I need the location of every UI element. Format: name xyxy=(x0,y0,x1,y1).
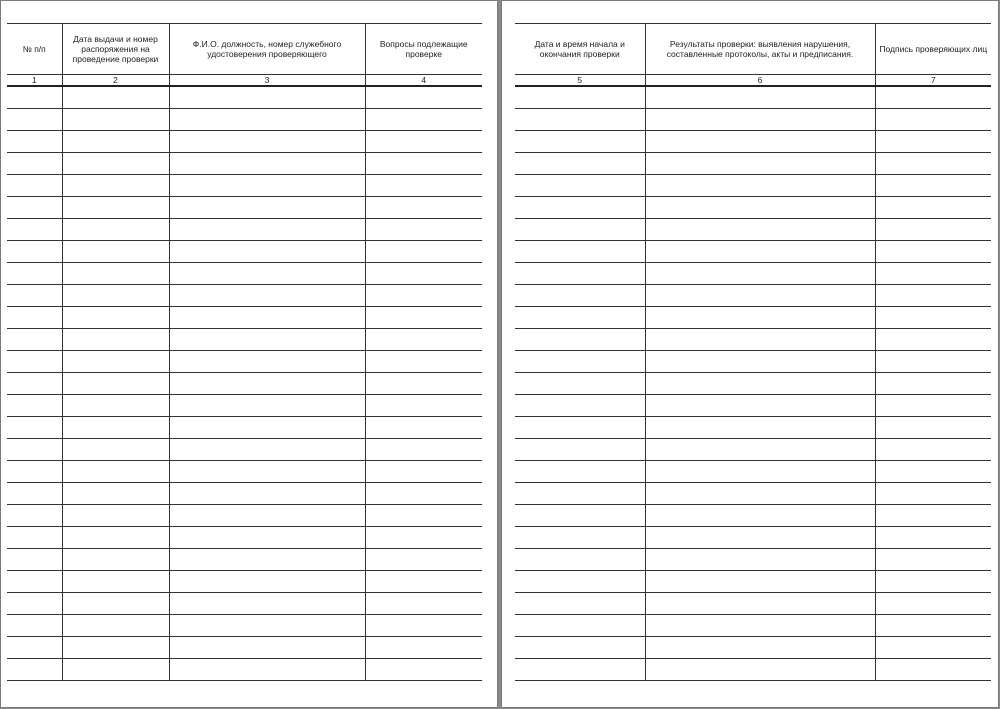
table-row xyxy=(7,615,482,637)
table-cell[interactable] xyxy=(62,153,169,175)
table-cell[interactable] xyxy=(515,86,645,109)
table-cell[interactable] xyxy=(7,373,62,395)
table-cell[interactable] xyxy=(62,461,169,483)
table-cell[interactable] xyxy=(7,461,62,483)
table-row xyxy=(515,373,991,395)
header-cell-order-date: Дата выдачи и номер распоряжения на проведение проверки xyxy=(62,24,169,75)
table-row xyxy=(7,263,482,285)
table-cell[interactable] xyxy=(875,197,991,219)
table-cell[interactable] xyxy=(365,329,482,351)
table-row xyxy=(515,241,991,263)
table-cell[interactable] xyxy=(7,263,62,285)
table-cell[interactable] xyxy=(169,329,365,351)
table-cell[interactable] xyxy=(365,197,482,219)
table-cell[interactable] xyxy=(875,131,991,153)
table-cell[interactable] xyxy=(645,351,875,373)
table-cell[interactable] xyxy=(62,439,169,461)
table-cell[interactable] xyxy=(365,637,482,659)
table-row xyxy=(515,505,991,527)
table-cell[interactable] xyxy=(645,307,875,329)
table-cell[interactable] xyxy=(365,373,482,395)
table-cell[interactable] xyxy=(7,659,62,681)
table-row xyxy=(515,571,991,593)
table-cell[interactable] xyxy=(365,307,482,329)
table-cell[interactable] xyxy=(645,549,875,571)
table-row xyxy=(7,549,482,571)
table-cell[interactable] xyxy=(62,219,169,241)
table-cell[interactable] xyxy=(645,461,875,483)
table-cell[interactable] xyxy=(645,263,875,285)
table-cell[interactable] xyxy=(365,109,482,131)
table-cell[interactable] xyxy=(365,86,482,109)
table-row xyxy=(515,307,991,329)
table-cell[interactable] xyxy=(645,527,875,549)
table-cell[interactable] xyxy=(515,439,645,461)
table-cell[interactable] xyxy=(515,329,645,351)
table-row xyxy=(7,505,482,527)
table-cell[interactable] xyxy=(169,307,365,329)
table-cell[interactable] xyxy=(515,307,645,329)
table-cell[interactable] xyxy=(515,615,645,637)
table-row xyxy=(515,637,991,659)
table-row xyxy=(7,197,482,219)
table-cell[interactable] xyxy=(365,395,482,417)
table-cell[interactable] xyxy=(365,241,482,263)
table-cell[interactable] xyxy=(515,197,645,219)
table-cell[interactable] xyxy=(365,439,482,461)
table-cell[interactable] xyxy=(169,505,365,527)
header-cell-results: Результаты проверки: выявления нарушения, составленные протоколы, акты и предписания. xyxy=(645,24,875,75)
table-cell[interactable] xyxy=(875,395,991,417)
table-cell[interactable] xyxy=(645,439,875,461)
table-cell[interactable] xyxy=(62,505,169,527)
table-cell[interactable] xyxy=(7,549,62,571)
table-row xyxy=(515,549,991,571)
table-cell[interactable] xyxy=(169,461,365,483)
table-cell[interactable] xyxy=(365,571,482,593)
table-row xyxy=(7,571,482,593)
table-cell[interactable] xyxy=(7,527,62,549)
table-cell[interactable] xyxy=(875,439,991,461)
table-cell[interactable] xyxy=(365,263,482,285)
table-cell[interactable] xyxy=(515,417,645,439)
table-row xyxy=(515,329,991,351)
table-row xyxy=(515,395,991,417)
table-row xyxy=(515,285,991,307)
column-number: 7 xyxy=(875,75,991,87)
table-row xyxy=(7,329,482,351)
table-cell[interactable] xyxy=(62,131,169,153)
table-cell[interactable] xyxy=(645,241,875,263)
table-cell[interactable] xyxy=(645,153,875,175)
table-cell[interactable] xyxy=(7,483,62,505)
table-cell[interactable] xyxy=(169,175,365,197)
table-cell[interactable] xyxy=(645,395,875,417)
table-cell[interactable] xyxy=(7,593,62,615)
table-cell[interactable] xyxy=(62,285,169,307)
table-row xyxy=(7,417,482,439)
table-cell[interactable] xyxy=(7,307,62,329)
table-cell[interactable] xyxy=(365,461,482,483)
table-row xyxy=(7,659,482,681)
table-cell[interactable] xyxy=(515,571,645,593)
table-cell[interactable] xyxy=(169,439,365,461)
table-row xyxy=(7,86,482,109)
table-cell[interactable] xyxy=(515,483,645,505)
table-cell[interactable] xyxy=(62,527,169,549)
table-row xyxy=(7,175,482,197)
table-cell[interactable] xyxy=(645,109,875,131)
table-cell[interactable] xyxy=(645,483,875,505)
table-cell[interactable] xyxy=(169,593,365,615)
table-cell[interactable] xyxy=(875,527,991,549)
table-cell[interactable] xyxy=(7,351,62,373)
table-cell[interactable] xyxy=(169,241,365,263)
table-cell[interactable] xyxy=(875,461,991,483)
table-row xyxy=(7,637,482,659)
table-cell[interactable] xyxy=(515,263,645,285)
table-row xyxy=(7,241,482,263)
table-cell[interactable] xyxy=(515,285,645,307)
table-cell[interactable] xyxy=(7,417,62,439)
table-cell[interactable] xyxy=(62,241,169,263)
table-cell[interactable] xyxy=(62,593,169,615)
table-cell[interactable] xyxy=(875,571,991,593)
table-cell[interactable] xyxy=(365,131,482,153)
table-cell[interactable] xyxy=(515,153,645,175)
table-cell[interactable] xyxy=(365,417,482,439)
table-cell[interactable] xyxy=(62,483,169,505)
table-cell[interactable] xyxy=(645,505,875,527)
table-cell[interactable] xyxy=(875,659,991,681)
table-cell[interactable] xyxy=(169,153,365,175)
table-cell[interactable] xyxy=(7,637,62,659)
table-cell[interactable] xyxy=(7,615,62,637)
table-cell[interactable] xyxy=(515,527,645,549)
table-row xyxy=(7,351,482,373)
header-cell-signature: Подпись проверяющих лиц xyxy=(875,24,991,75)
table-row xyxy=(515,109,991,131)
table-cell[interactable] xyxy=(62,395,169,417)
table-row xyxy=(7,527,482,549)
table-cell[interactable] xyxy=(515,219,645,241)
table-cell[interactable] xyxy=(169,527,365,549)
table-cell[interactable] xyxy=(645,285,875,307)
header-cell-inspector: Ф.И.О. должность, номер служебного удостоверения проверяющего xyxy=(169,24,365,75)
table-cell[interactable] xyxy=(62,571,169,593)
table-cell[interactable] xyxy=(62,615,169,637)
table-row xyxy=(7,593,482,615)
table-cell[interactable] xyxy=(645,197,875,219)
table-cell[interactable] xyxy=(875,549,991,571)
table-cell[interactable] xyxy=(365,351,482,373)
table-row xyxy=(515,593,991,615)
table-cell[interactable] xyxy=(7,285,62,307)
table-row xyxy=(515,439,991,461)
table-cell[interactable] xyxy=(875,263,991,285)
table-cell[interactable] xyxy=(7,197,62,219)
table-cell[interactable] xyxy=(7,175,62,197)
table-cell[interactable] xyxy=(169,263,365,285)
table-cell[interactable] xyxy=(365,153,482,175)
table-cell[interactable] xyxy=(515,373,645,395)
table-row xyxy=(515,86,991,109)
table-cell[interactable] xyxy=(169,659,365,681)
table-cell[interactable] xyxy=(169,373,365,395)
table-cell[interactable] xyxy=(515,637,645,659)
table-row xyxy=(515,461,991,483)
column-number: 4 xyxy=(365,75,482,87)
table-cell[interactable] xyxy=(62,263,169,285)
table-cell[interactable] xyxy=(169,131,365,153)
table-cell[interactable] xyxy=(875,241,991,263)
table-cell[interactable] xyxy=(365,593,482,615)
table-cell[interactable] xyxy=(7,241,62,263)
table-cell[interactable] xyxy=(515,131,645,153)
table-cell[interactable] xyxy=(515,175,645,197)
table-cell[interactable] xyxy=(515,659,645,681)
table-cell[interactable] xyxy=(7,86,62,109)
table-cell[interactable] xyxy=(169,637,365,659)
table-cell[interactable] xyxy=(515,351,645,373)
table-cell[interactable] xyxy=(875,417,991,439)
table-cell[interactable] xyxy=(875,593,991,615)
table-cell[interactable] xyxy=(169,417,365,439)
header-row xyxy=(7,24,482,75)
table-cell[interactable] xyxy=(7,439,62,461)
table-cell[interactable] xyxy=(875,175,991,197)
table-row xyxy=(7,439,482,461)
table-cell[interactable] xyxy=(7,571,62,593)
table-row xyxy=(515,483,991,505)
table-cell[interactable] xyxy=(62,417,169,439)
table-cell[interactable] xyxy=(645,571,875,593)
table-cell[interactable] xyxy=(645,593,875,615)
table-row xyxy=(7,395,482,417)
table-row xyxy=(515,263,991,285)
table-row xyxy=(7,483,482,505)
column-number: 6 xyxy=(645,75,875,87)
table-row xyxy=(515,219,991,241)
table-cell[interactable] xyxy=(169,483,365,505)
right-journal-table xyxy=(515,23,991,681)
table-cell[interactable] xyxy=(62,307,169,329)
table-cell[interactable] xyxy=(365,219,482,241)
header-cell-item-number: № п/п xyxy=(7,24,62,75)
table-cell[interactable] xyxy=(645,373,875,395)
table-cell[interactable] xyxy=(365,549,482,571)
table-cell[interactable] xyxy=(169,351,365,373)
table-cell[interactable] xyxy=(365,505,482,527)
table-cell[interactable] xyxy=(169,109,365,131)
table-cell[interactable] xyxy=(62,659,169,681)
table-cell[interactable] xyxy=(7,505,62,527)
table-cell[interactable] xyxy=(62,175,169,197)
table-cell[interactable] xyxy=(515,505,645,527)
table-cell[interactable] xyxy=(62,637,169,659)
table-cell[interactable] xyxy=(169,86,365,109)
table-row xyxy=(7,307,482,329)
column-number: 5 xyxy=(515,75,645,87)
table-cell[interactable] xyxy=(62,197,169,219)
table-cell[interactable] xyxy=(365,615,482,637)
table-row xyxy=(515,417,991,439)
table-row xyxy=(515,153,991,175)
table-cell[interactable] xyxy=(169,197,365,219)
right-page xyxy=(502,1,998,707)
table-cell[interactable] xyxy=(515,593,645,615)
left-journal-table xyxy=(7,23,482,681)
table-cell[interactable] xyxy=(62,109,169,131)
table-cell[interactable] xyxy=(515,549,645,571)
table-cell[interactable] xyxy=(645,637,875,659)
table-cell[interactable] xyxy=(875,86,991,109)
left-page xyxy=(1,1,497,707)
table-cell[interactable] xyxy=(515,395,645,417)
table-cell[interactable] xyxy=(169,571,365,593)
table-cell[interactable] xyxy=(645,175,875,197)
table-cell[interactable] xyxy=(169,549,365,571)
table-cell[interactable] xyxy=(365,483,482,505)
table-cell[interactable] xyxy=(7,153,62,175)
header-cell-questions: Вопросы подлежащие проверке xyxy=(365,24,482,75)
table-cell[interactable] xyxy=(515,109,645,131)
table-cell[interactable] xyxy=(62,373,169,395)
table-cell[interactable] xyxy=(365,175,482,197)
table-cell[interactable] xyxy=(645,131,875,153)
table-cell[interactable] xyxy=(875,615,991,637)
table-cell[interactable] xyxy=(169,285,365,307)
table-row xyxy=(515,659,991,681)
table-cell[interactable] xyxy=(875,109,991,131)
table-cell[interactable] xyxy=(62,351,169,373)
table-cell[interactable] xyxy=(645,417,875,439)
table-row xyxy=(7,373,482,395)
table-row xyxy=(515,197,991,219)
column-number-row xyxy=(515,75,991,87)
column-number: 3 xyxy=(169,75,365,87)
table-cell[interactable] xyxy=(365,285,482,307)
table-cell[interactable] xyxy=(645,86,875,109)
table-cell[interactable] xyxy=(515,241,645,263)
table-cell[interactable] xyxy=(62,549,169,571)
table-row xyxy=(515,131,991,153)
table-cell[interactable] xyxy=(875,483,991,505)
table-cell[interactable] xyxy=(515,461,645,483)
table-cell[interactable] xyxy=(875,329,991,351)
table-row xyxy=(7,461,482,483)
table-cell[interactable] xyxy=(875,219,991,241)
table-cell[interactable] xyxy=(169,615,365,637)
table-row xyxy=(515,615,991,637)
table-cell[interactable] xyxy=(62,86,169,109)
table-row xyxy=(7,109,482,131)
table-row xyxy=(7,219,482,241)
header-row xyxy=(515,24,991,75)
table-cell[interactable] xyxy=(62,329,169,351)
table-cell[interactable] xyxy=(875,153,991,175)
table-row xyxy=(7,153,482,175)
table-cell[interactable] xyxy=(365,659,482,681)
table-row xyxy=(515,527,991,549)
table-cell[interactable] xyxy=(169,219,365,241)
table-cell[interactable] xyxy=(645,329,875,351)
table-cell[interactable] xyxy=(875,307,991,329)
table-cell[interactable] xyxy=(365,527,482,549)
column-number: 1 xyxy=(7,75,62,87)
table-cell[interactable] xyxy=(875,505,991,527)
table-row xyxy=(515,175,991,197)
table-row xyxy=(7,131,482,153)
table-cell[interactable] xyxy=(875,637,991,659)
table-cell[interactable] xyxy=(7,395,62,417)
table-cell[interactable] xyxy=(7,131,62,153)
table-cell[interactable] xyxy=(875,285,991,307)
column-number-row xyxy=(7,75,482,87)
column-number: 2 xyxy=(62,75,169,87)
table-cell[interactable] xyxy=(7,329,62,351)
table-cell[interactable] xyxy=(7,109,62,131)
table-cell[interactable] xyxy=(645,615,875,637)
table-row xyxy=(515,351,991,373)
table-cell[interactable] xyxy=(7,219,62,241)
header-cell-check-time: Дата и время начала и окончания проверки xyxy=(515,24,645,75)
table-cell[interactable] xyxy=(645,219,875,241)
table-cell[interactable] xyxy=(645,659,875,681)
table-row xyxy=(7,285,482,307)
table-cell[interactable] xyxy=(875,373,991,395)
table-cell[interactable] xyxy=(169,395,365,417)
table-cell[interactable] xyxy=(875,351,991,373)
